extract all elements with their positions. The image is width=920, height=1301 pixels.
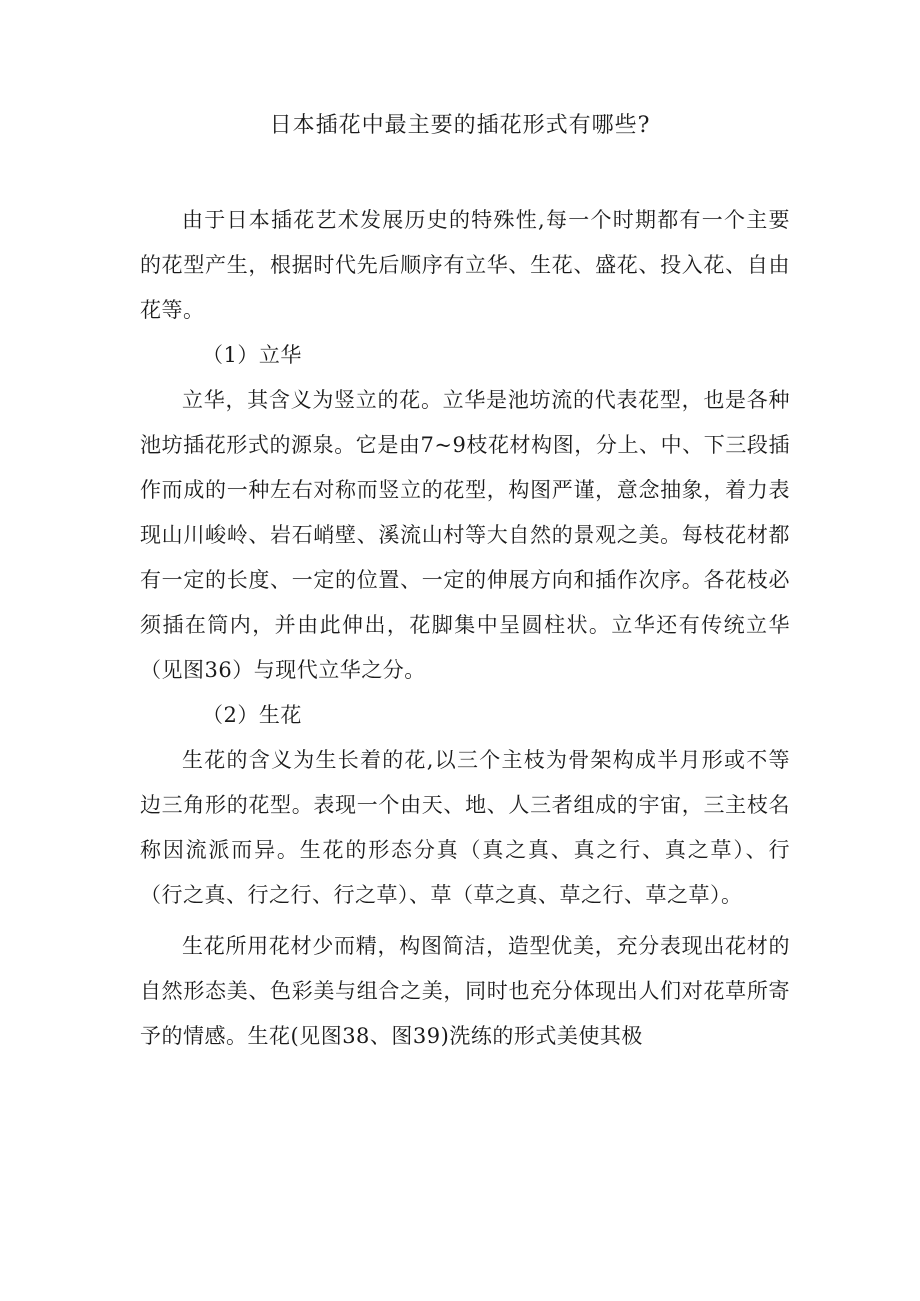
paragraph-intro: 由于日本插花艺术发展历史的特殊性,每一个时期都有一个主要的花型产生，根据时代先后顺序有立华、生花、盛花、投入花、自由花等。 [140,208,790,322]
paragraph-shenghua-materials: 生花所用花材少而精，构图简洁，造型优美，充分表现出花材的自然形态美、色彩美与组合之美，同时也充分体现出人们对花草所寄予的情感。生花(见图38、图39)洗练的形式美使其极 [140,934,790,1048]
section-heading-lihua: （1）立华 [202,343,302,367]
paragraph-shenghua: 生花的含义为生长着的花,以三个主枝为骨架构成半月形或不等边三角形的花型。表现一个由天、地、人三者组成的宇宙，三主枝名称因流派而异。生花的形态分真（真之真、真之行、真之草）、行（行之真、行之行、行之草）、草（草之真、草之行、草之草）。 [140,748,790,907]
document-title: 日本插花中最主要的插花形式有哪些? [269,113,651,138]
document-body [140,198,790,1059]
paragraph-lihua: 立华，其含义为竖立的花。立华是池坊流的代表花型，也是各种池坊插花形式的源泉。它是由7~9枝花材构图，分上、中、下三段插作而成的一种左右对称而竖立的花型，构图严谨，意念抽象，着力表现山川峻岭、岩石峭壁、溪流山村等大自然的景观之美。每枝花材都有一定的长度、一定的位置、一定的伸展方向和插作次序。各花枝必须插在筒内，并由此伸出，花脚集中呈圆柱状。立华还有传统立华（见图36）与现代立华之分。 [140,388,790,682]
section-heading-shenghua: （2）生花 [202,703,302,727]
